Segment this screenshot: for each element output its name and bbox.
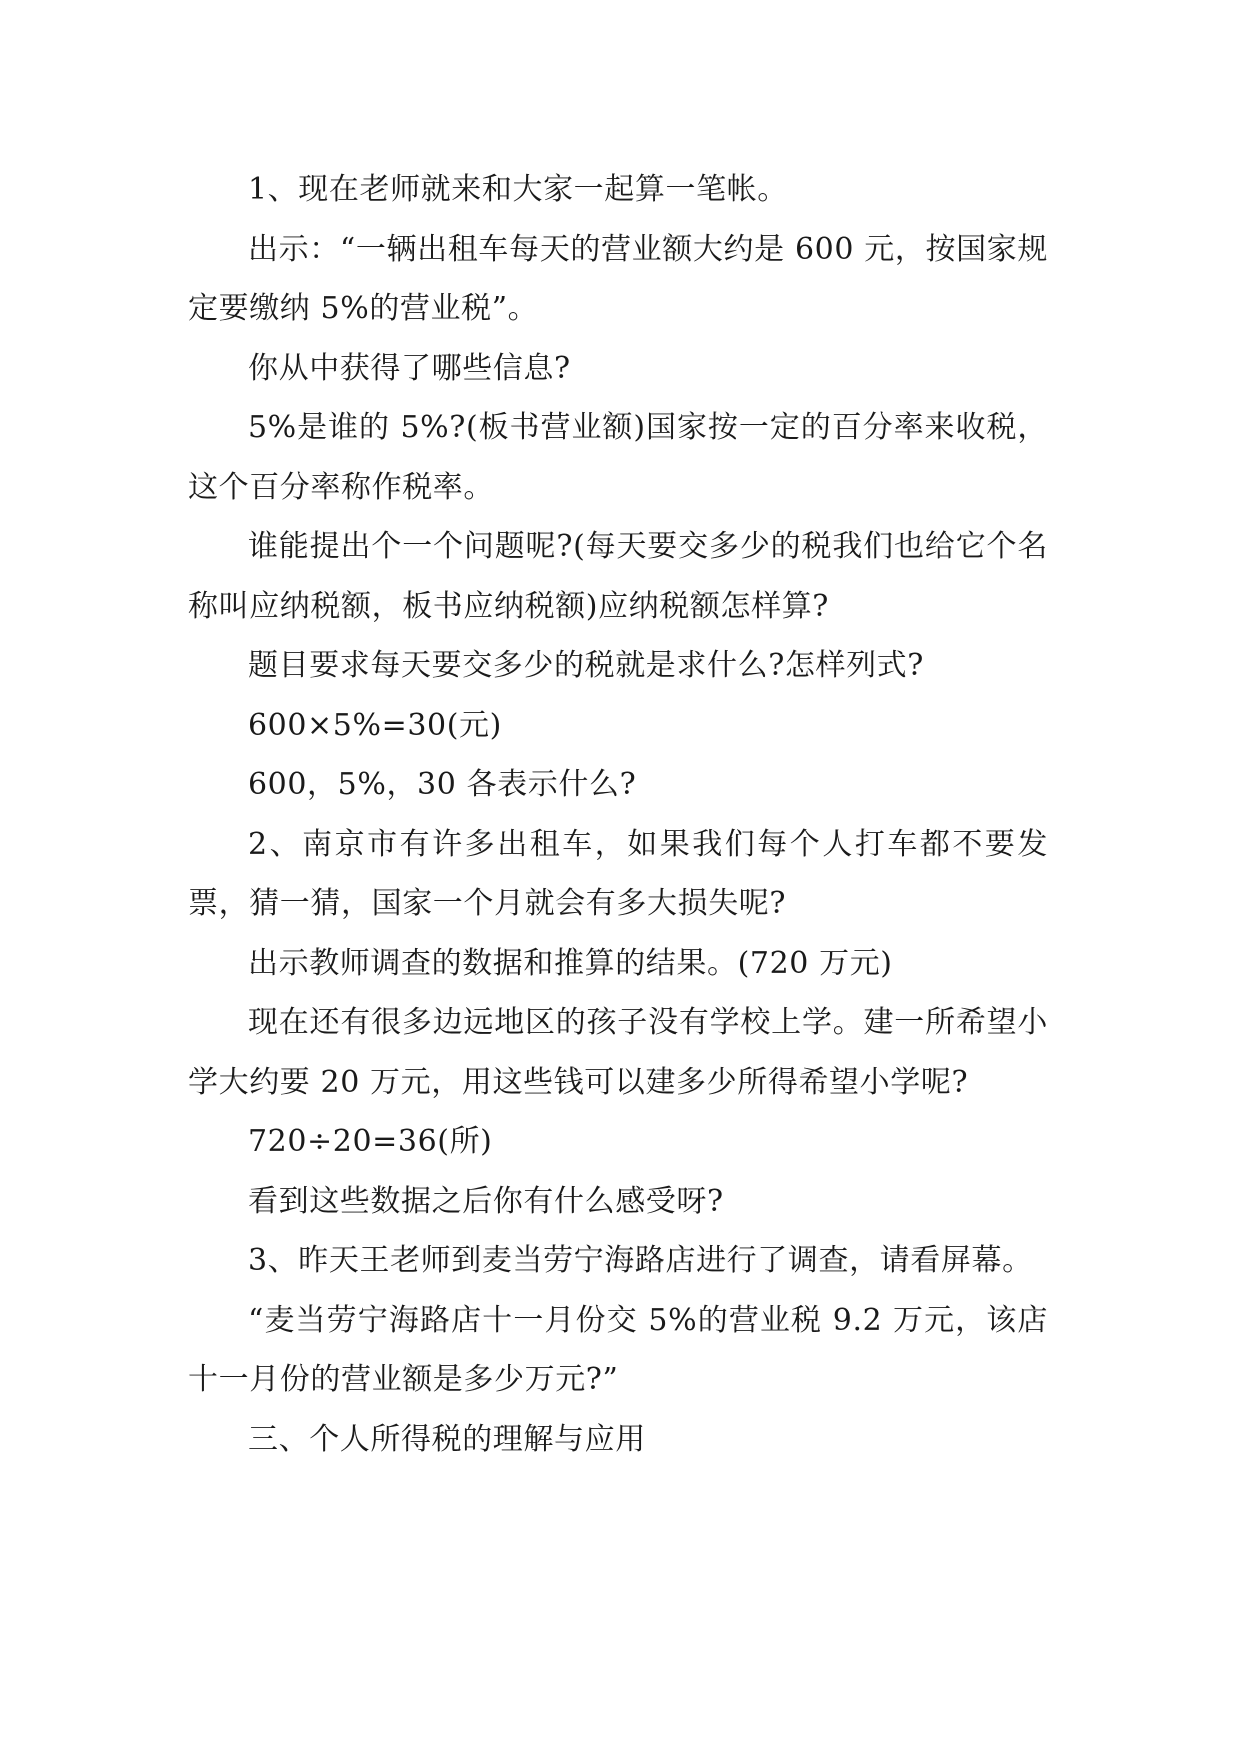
paragraph: 2、南京市有许多出租车，如果我们每个人打车都不要发票，猜一猜，国家一个月就会有多大损失呢? <box>188 826 1048 921</box>
paragraph: 谁能提出个一个问题呢?(每天要交多少的税我们也给它个名称叫应纳税额，板书应纳税额)应纳税额怎样算? <box>188 529 1048 624</box>
section-heading: 三、个人所得税的理解与应用 <box>248 1421 646 1457</box>
paragraph: 5%是谁的 5%?(板书营业额)国家按一定的百分率来收税，这个百分率称作税率。 <box>188 410 1048 505</box>
paragraph: 现在还有很多边远地区的孩子没有学校上学。建一所希望小学大约要 20 万元，用这些钱可以建多少所得希望小学呢? <box>188 1005 1048 1100</box>
formula-line: 720÷20=36(所) <box>248 1124 493 1159</box>
document-body <box>188 160 1048 1469</box>
paragraph: 1、现在老师就来和大家一起算一笔帐。 <box>248 172 788 207</box>
paragraph: 你从中获得了哪些信息? <box>248 350 571 386</box>
paragraph: “麦当劳宁海路店十一月份交 5%的营业税 9.2 万元，该店十一月份的营业额是多少万元?” <box>188 1302 1048 1397</box>
paragraph: 题目要求每天要交多少的税就是求什么?怎样列式? <box>248 648 924 683</box>
paragraph: 出示教师调查的数据和推算的结果。(720 万元) <box>248 945 893 981</box>
paragraph: 600，5%，30 各表示什么? <box>248 767 637 802</box>
formula-line: 600×5%=30(元) <box>248 707 502 743</box>
paragraph: 出示：“一辆出租车每天的营业额大约是 600 元，按国家规定要缴纳 5%的营业税”。 <box>188 231 1048 326</box>
paragraph: 看到这些数据之后你有什么感受呀? <box>248 1183 724 1219</box>
paragraph: 3、昨天王老师到麦当劳宁海路店进行了调查，请看屏幕。 <box>248 1243 1033 1278</box>
